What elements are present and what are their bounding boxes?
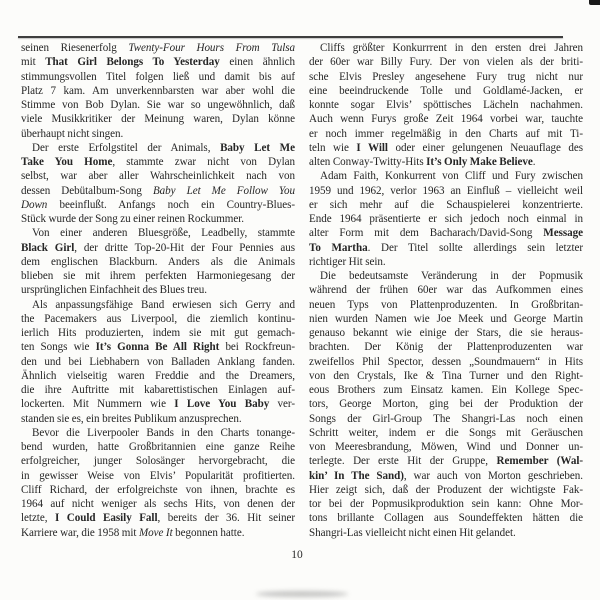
- text-line: Die bedeutsamste Veränderung in der Popmusik: [320, 270, 583, 282]
- text-line: Karriere war, die 1958 mit Move It begonnen hatte.: [21, 526, 245, 539]
- text-line: kin’ In The Sand), war auch von Morton geschrieben.: [309, 469, 583, 482]
- text-line: Stimme von Bob Dylan. Sie war so ungewöhnlich, daß: [21, 99, 295, 111]
- left-column: [21, 41, 295, 540]
- text-line: teln wie I Will oder einer gelungenen Neuauflage des: [309, 141, 583, 154]
- text-line: Stück wurde der Song zu einer reinen Rockummer.: [21, 213, 244, 225]
- text-line: Down beeinflußt. Anfangs noch ein Country-Blues-: [21, 198, 295, 211]
- text-line: tors, George Morton, ging bei der Produktion der: [309, 398, 583, 411]
- text-line: seinen Riesenerfolg Twenty-Four Hours From Tulsa: [21, 42, 295, 54]
- text-line: Platz 7 kam. Am unverkennbarsten war aber wohl die: [21, 84, 295, 97]
- text-line: erfolgreicher, junger Solosänger hervorgebracht, die: [21, 455, 295, 468]
- text-line: Cliffs größter Konkurrrent in den ersten drei Jahren: [320, 42, 583, 54]
- text-line: Ähnlich vielseitig waren Freddie and the Dreamers,: [21, 369, 295, 382]
- scan-bottom-shadow: [256, 591, 348, 597]
- text-line: tor bei der Popmusikproduktion sein kann: Ohne Mor-: [309, 498, 583, 510]
- text-line: sche Elvis Presley angesehene Fury trug nicht nur: [309, 70, 583, 83]
- text-line: standen sie es, ein breites Publikum anzusprechen.: [21, 412, 242, 425]
- scan-corner-mark: [589, 0, 600, 5]
- text-line: nien wurden Namen wie Joe Meek und George Martin: [309, 312, 583, 325]
- text-line: überhaupt nicht singen.: [21, 127, 124, 140]
- text-line: Adam Faith, Konkurrent von Cliff und Fury zwischen: [320, 170, 583, 183]
- text-line: ierlich Hits produzierten, indem sie mit gut gemach-: [21, 327, 295, 339]
- text-line: terlegte. Der erste Hit der Gruppe, Remember (Wal-: [309, 455, 583, 468]
- text-line: eine beeindruckende Tolle und Goldlamé-Jacken, er: [309, 84, 583, 97]
- text-line: eous Brothers zum Einsatz kamen. Ein Kollege Spec-: [309, 384, 583, 396]
- right-column: [309, 41, 583, 540]
- text-line: Ende 1964 präsentierte er sich jedoch noch einmal in: [309, 213, 583, 225]
- text-line: in gewisser Weise von Elvis’ Popularität profitierten.: [21, 469, 295, 482]
- text-line: von den Crystals, Ike & Tina Turner und den Right-: [309, 369, 583, 382]
- text-line: mit That Girl Belongs To Yesterday einen ähnlich: [21, 56, 295, 69]
- text-line: Der erste Erfolgstitel der Animals, Baby Let Me: [32, 141, 295, 154]
- text-line: richtiger Hit sein.: [309, 255, 386, 268]
- text-line: ten Songs wie It’s Gonna Be All Right bei Rockfreun-: [21, 341, 295, 354]
- text-columns: [21, 41, 583, 540]
- text-line: Songs der Girl-Group The Shangri-Las noch einen: [309, 412, 583, 425]
- text-line: Auch wenn Furys große Zeit 1964 vorbei war, tauchte: [309, 113, 583, 126]
- text-line: viele Musikkritiker der Meinung waren, Dylan könne: [21, 113, 295, 126]
- text-line: zweifellos Phil Spector, dessen „Soundmauern“ in Hits: [309, 355, 583, 368]
- text-line: Hier zeigt sich, daß der Produzent der wichtigste Fak-: [309, 483, 583, 496]
- text-line: letzte, I Could Easily Fall, bereits der 36. Hit seiner: [21, 512, 295, 525]
- text-line: 1964 auf nicht weniger als sechs Hits, von denen der: [21, 498, 295, 510]
- text-line: Take You Home, stammte zwar nicht von Dylan: [21, 156, 295, 168]
- text-line: der 60er war Billy Fury. Der von vielen als der briti-: [309, 56, 583, 69]
- text-line: blieben sie mit ihrem perfekten Harmoniegesang der: [21, 270, 295, 282]
- header-rule: [18, 36, 563, 38]
- text-line: er sich mehr auf die Schauspielerei konzentrierte.: [309, 198, 583, 211]
- text-line: konnte sogar Elvis’ spöttisches Lächeln nachahmen.: [309, 99, 583, 111]
- text-line: dessen Debütalbum-Song Baby Let Me Follow You: [21, 184, 295, 197]
- text-line: brachten. Der König der Plattenproduzenten war: [309, 341, 583, 354]
- text-line: die ihre Auftritte mit kabarettistischen Einlagen auf-: [21, 384, 295, 396]
- text-line: selbst, war aber aller Wahrscheinlichkeit nach von: [21, 170, 295, 183]
- text-line: To Martha. Der Titel sollte allerdings sein letzter: [309, 241, 583, 254]
- text-line: genauso bekannt wie einige der Stars, die sie heraus-: [309, 327, 583, 339]
- text-line: Cliff Richard, der erfolgreichste von ihnen, brachte es: [21, 483, 295, 496]
- text-line: Bevor die Liverpooler Bands in den Charts tonange-: [32, 426, 295, 439]
- text-line: Black Girl, der dritte Top-20-Hit der Four Pennies aus: [21, 241, 295, 254]
- text-line: the Pacemakers aus Liverpool, die ziemlich kontinu-: [21, 312, 295, 325]
- text-line: neuen Typs von Plattenproduzenten. In Großbritan-: [309, 298, 583, 311]
- text-line: lockerten. Mit Nummern wie I Love You Baby ver-: [21, 398, 295, 411]
- text-line: stimmungsvollen Titel folgen ließ und damit bis auf: [21, 70, 295, 83]
- text-line: alten Conway-Twitty-Hits It’s Only Make Believe.: [309, 156, 536, 168]
- text-line: tons brillante Collagen aus Soundeffekten hätten die: [309, 512, 583, 525]
- text-line: alter Form mit dem Bacharach/David-Song Message: [309, 227, 583, 240]
- text-line: bend wurden, hatte Großbritannien eine ganze Reihe: [21, 441, 295, 453]
- text-line: Als anpassungsfähige Band erwiesen sich Gerry and: [32, 298, 295, 311]
- text-line: Von einer anderen Bluesgröße, Leadbelly, stammte: [32, 227, 295, 240]
- page-number: 10: [291, 549, 303, 561]
- text-line: während der frühen 60er war das Aufkommen eines: [309, 284, 583, 297]
- text-line: ursprünglichen Einfachheit des Blues treu.: [21, 284, 207, 297]
- text-line: von Meeresbrandung, Möwen, Wind und Donner un-: [309, 441, 583, 453]
- text-line: 1959 und 1962, verlor 1963 an Einfluß – vielleicht weil: [309, 184, 583, 197]
- text-line: Schritt weiter, indem er die Songs mit Geräuschen: [309, 426, 583, 439]
- text-line: er noch immer regelmäßig in den Charts auf mit Ti-: [309, 127, 583, 140]
- text-line: dem englischen Blackburn. Anders als die Animals: [21, 255, 295, 268]
- text-line: den und bei Liebhabern von Balladen Anklang fanden.: [21, 355, 295, 368]
- text-line: Shangri-Las vielleicht nicht einen Hit gelandet.: [309, 526, 516, 539]
